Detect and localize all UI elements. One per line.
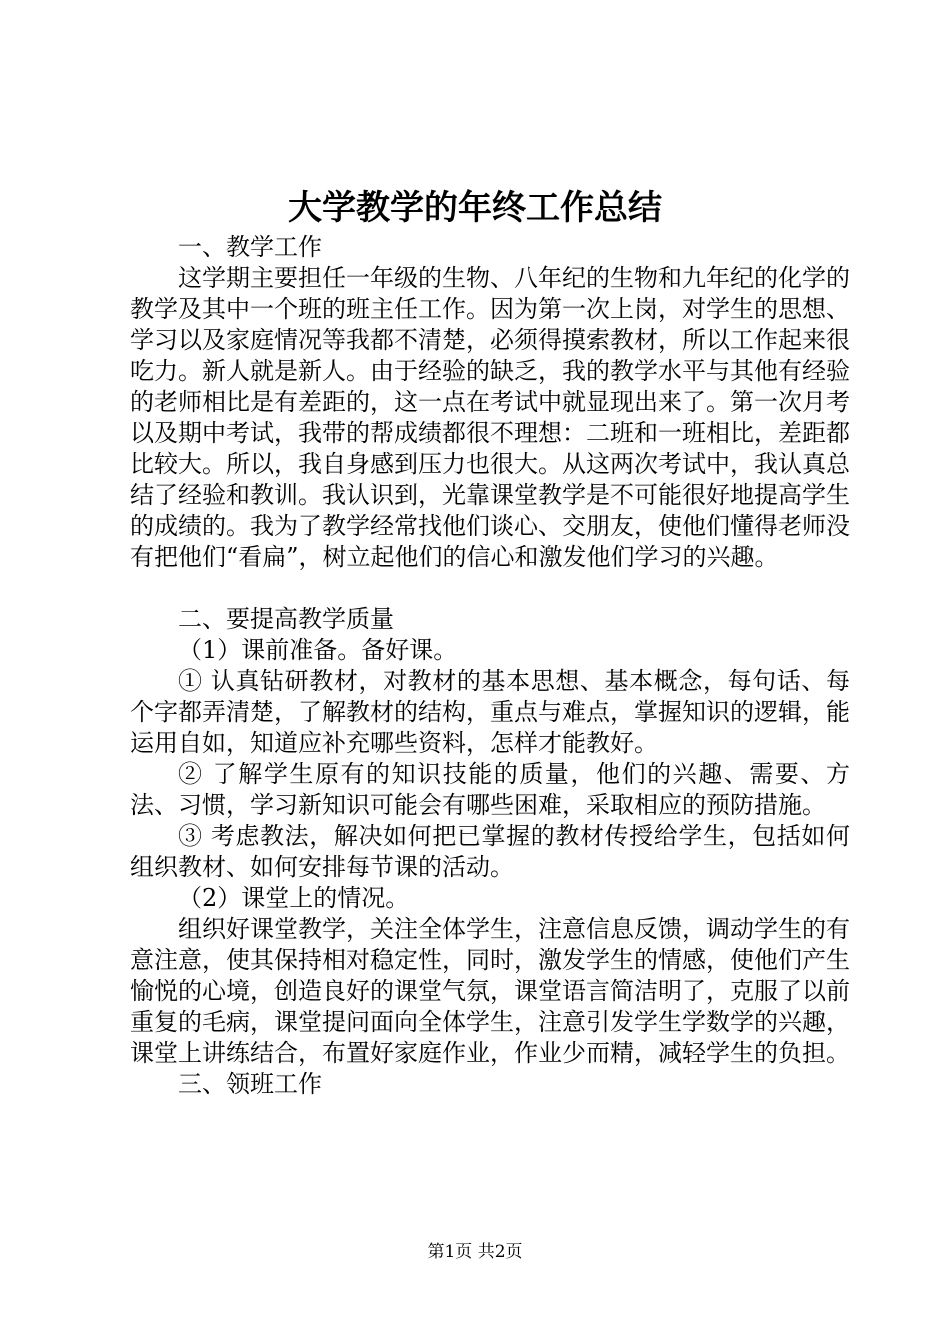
list-item-3: ③ 考虑教法，解决如何把已掌握的教材传授给学生，包括如何组织教材、如何安排每节课的活动。 xyxy=(130,822,850,881)
document-body xyxy=(130,232,850,1100)
list-item-1: ① 认真钻研教材，对教材的基本思想、基本概念，每句话、每个字都弄清楚，了解教材的结构，重点与难点，掌握知识的逻辑，能运用自如，知道应补充哪些资料，怎样才能教好。 xyxy=(130,667,850,757)
document-title: 大学教学的年终工作总结 xyxy=(288,188,662,228)
blank-line xyxy=(130,573,850,604)
list-item-2: ② 了解学生原有的知识技能的质量，他们的兴趣、需要、方法、习惯，学习新知识可能会有哪些困难，采取相应的预防措施。 xyxy=(130,760,850,819)
page-footer: 第1页 共2页 xyxy=(427,1242,523,1262)
paragraph-teaching-summary: 这学期主要担任一年级的生物、八年纪的生物和九年纪的化学的教学及其中一个班的班主任工作。因为第一次上岗，对学生的思想、学习以及家庭情况等我都不清楚，必须得摸索教材，所以工作起来很吃力。新人就是新人。由于经验的缺乏，我的教学水平与其他有经验的老师相比是有差距的，这一点在考试中就显现出来了。第一次月考以及期中考试，我带的帮成绩都很不理想：二班和一班相比，差距都比较大。所以，我自身感到压力也很大。从这两次考试中，我认真总结了经验和教训。我认识到，光靠课堂教学是不可能很好地提高学生的成绩的。我为了教学经常找他们谈心、交朋友，使他们懂得老师没有把他们“看扁”，树立起他们的信心和激发他们学习的兴趣。 xyxy=(130,264,850,571)
section-heading-class-leading: 三、领班工作 xyxy=(178,1070,322,1098)
subheading-classroom: （2）课堂上的情况。 xyxy=(178,884,410,912)
section-heading-quality: 二、要提高教学质量 xyxy=(178,605,394,633)
subheading-preparation: （1）课前准备。备好课。 xyxy=(178,636,458,664)
section-heading-teaching: 一、教学工作 xyxy=(178,233,322,261)
paragraph-classroom: 组织好课堂教学，关注全体学生，注意信息反馈，调动学生的有意注意，使其保持相对稳定性，同时，激发学生的情感，使他们产生愉悦的心境，创造良好的课堂气氛，课堂语言简洁明了，克服了以前重复的毛病，课堂提问面向全体学生，注意引发学生学数学的兴趣，课堂上讲练结合，布置好家庭作业，作业少而精，减轻学生的负担。 xyxy=(130,915,850,1067)
